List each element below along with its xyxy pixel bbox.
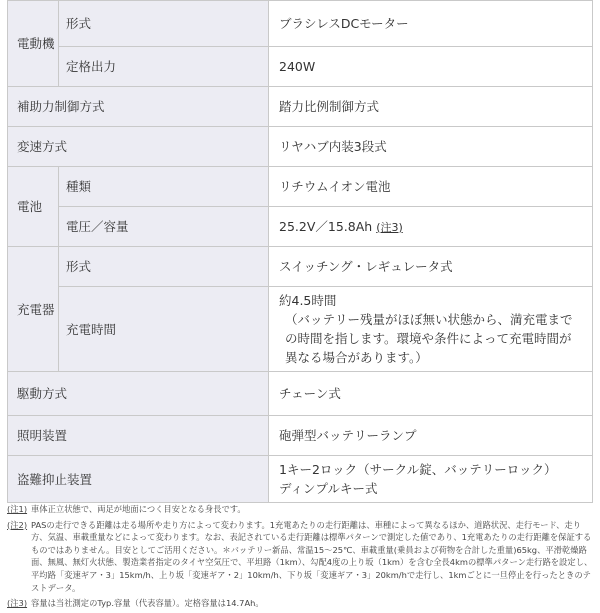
anti-theft-value-line1: 1キー2ロック（サークル錠、バッテリーロック） [279,462,557,477]
table-row [8,127,593,167]
footnote-text: PASの走行できる距離は走る場所や走り方によって変わります。1充電あたりの走行距離は、車種によって異なるほか、道路状況、走行モード、走り方、気温、車載重量などによって変わります。なお、表記されている走行距離は標準パターンで測定した値であり、1充電あたりの走行距離を保証するものではありません。目安としてご活用ください。＊バッテリー新品、常温15〜25℃、車載重量(乗員および荷物を合計した重量)65kg、平滑乾燥路面、無風、無灯火状態、製造業者指定のタイヤ空気圧で、平坦路（1km）、勾配4度の上り坂（1km）を含む全長4kmの標準パターン走行路を設定し、平均路「変速ギア・3」15km/h、上り坂「変速ギア・2」10km/h、下り坂「変速ギア・3」20km/hで走行し、1kmごとに一旦停止を行ったときのテストデータ。 [31,519,593,593]
spec-table [7,0,593,503]
charger-group-label: 充電器 [8,247,59,372]
drive-value: チェーン式 [269,372,593,416]
charger-type-label: 形式 [59,247,269,287]
footnote-text: 車体正立状態で、両足が地面につく目安となる身長です。 [31,504,246,514]
charge-time-label: 充電時間 [59,287,269,372]
charge-time-remark: （バッテリー残量がほぼ無い状態から、満充電までの時間を指します。環境や条件によって充電時間が異なる場合があります。） [285,312,573,365]
lighting-label: 照明装置 [8,416,269,456]
table-row [8,47,593,87]
assist-control-value: 踏力比例制御方式 [269,87,593,127]
transmission-value: リヤハブ内装3段式 [269,127,593,167]
table-row [8,1,593,47]
footnote-1 [7,503,593,516]
battery-kind-label: 種類 [59,167,269,207]
table-row [8,207,593,247]
footnote-label: (注2) [7,519,28,530]
battery-voltage-cell [269,207,593,247]
table-row [8,247,593,287]
footnotes [7,503,593,613]
anti-theft-value-line2: ディンプルキー式 [279,481,378,496]
footnote-label: (注1) [7,504,28,514]
table-row [8,167,593,207]
charge-time-value: 約4.5時間 [279,293,337,308]
table-row [8,456,593,503]
note-3-link[interactable]: (注3) [376,220,403,234]
table-row [8,416,593,456]
charge-time-cell [269,287,593,372]
table-row [8,87,593,127]
footnote-label: (注3) [7,598,28,609]
motor-type-value: ブラシレスDCモーター [269,1,593,47]
battery-kind-value: リチウムイオン電池 [269,167,593,207]
footnote-3 [7,597,593,610]
footnote-text: 容量は当社測定のTyp.容量（代表容量）。定格容量は14.7Ah。 [31,598,264,609]
table-row [8,372,593,416]
anti-theft-cell [269,456,593,503]
charger-type-value: スイッチング・レギュレータ式 [269,247,593,287]
motor-type-label: 形式 [59,1,269,47]
table-row [8,287,593,372]
assist-control-label: 補助力制御方式 [8,87,269,127]
rated-output-value: 240W [269,47,593,87]
anti-theft-label: 盗難抑止装置 [8,456,269,503]
battery-group-label: 電池 [8,167,59,247]
drive-label: 駆動方式 [8,372,269,416]
footnote-2 [7,519,593,595]
battery-voltage-label: 電圧／容量 [59,207,269,247]
motor-group-label: 電動機 [8,1,59,87]
transmission-label: 変速方式 [8,127,269,167]
lighting-value: 砲弾型バッテリーランプ [269,416,593,456]
battery-voltage-value: 25.2V／15.8Ah [279,218,373,234]
rated-output-label: 定格出力 [59,47,269,87]
